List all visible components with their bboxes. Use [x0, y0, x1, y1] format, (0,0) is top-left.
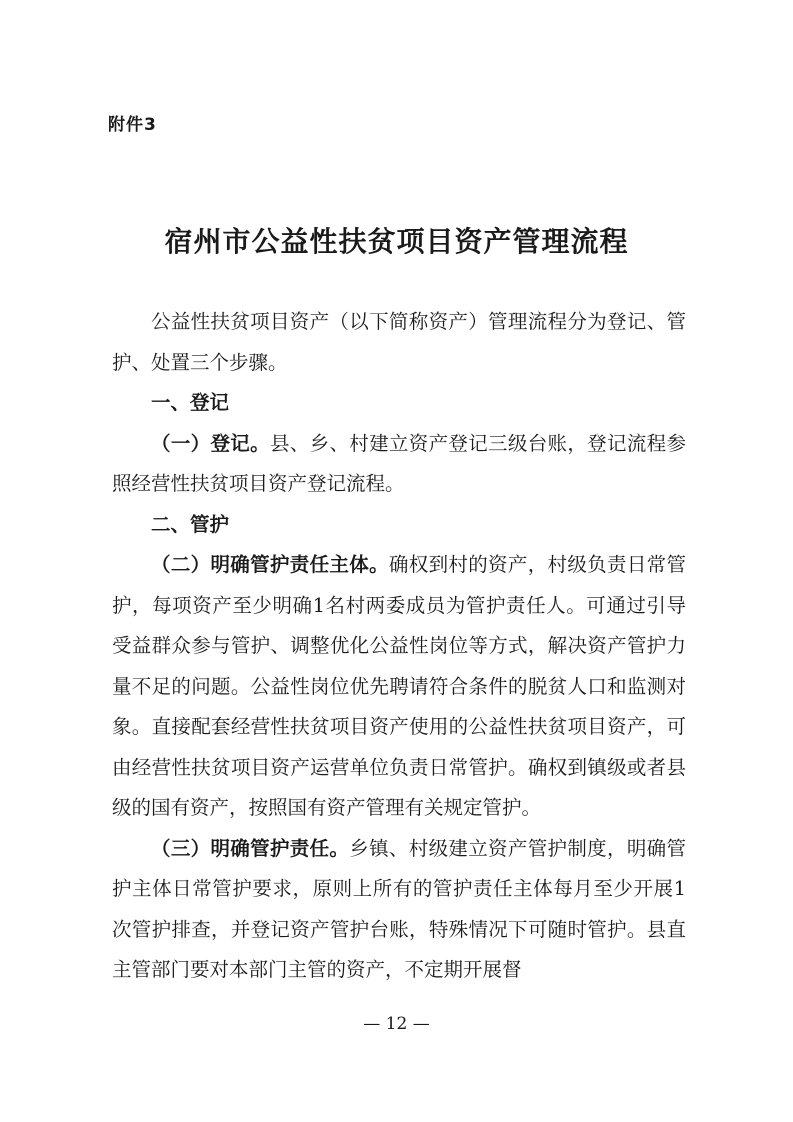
paragraph-lead: （二）明确管护责任主体。 [151, 553, 389, 576]
paragraph-text: 确权到村的资产，村级负责日常管护，每项资产至少明确1名村两委成员为管护责任人。可通过引导受益群众参与管护、调整优化公益性岗位等方式，解决资产管护力量不足的问题。公益性岗位优先聘请符合条件的脱贫人口和监测对象。直接配套经营性扶贫项目资产使用的公益性扶贫项目资产，可由经营性扶贫项目资产运营单位负责日常管护。确权到镇级或者县级的国有资产，按照国有资产管理有关规定管护。 [112, 553, 686, 819]
attachment-label: 附件3 [108, 115, 157, 135]
document-body [112, 302, 686, 991]
intro-paragraph: 公益性扶贫项目资产（以下简称资产）管理流程分为登记、管护、处置三个步骤。 [112, 310, 686, 374]
paragraph-registration [112, 424, 686, 505]
section-heading-registration: 一、登记 [151, 391, 230, 414]
page-number: — 12 — [363, 1014, 430, 1034]
paragraph-maintenance-subject [112, 545, 686, 829]
paragraph-text: 县、乡、村建立资产登记三级台账，登记流程参照经营性扶贫项目资产登记流程。 [112, 431, 686, 495]
paragraph-maintenance-responsibility [112, 829, 686, 991]
paragraph-text: 乡镇、村级建立资产管护制度，明确管护主体日常管护要求，原则上所有的管护责任主体每月至少开展1次管护排查，并登记资产管护台账，特殊情况下可随时管护。县直主管部门要对本部门主管的资产，不定期开展督 [112, 836, 686, 981]
paragraph-lead: （三）明确管护责任。 [151, 836, 350, 860]
section-heading-maintenance: 二、管护 [151, 512, 230, 536]
paragraph-lead: （一）登记。 [151, 431, 270, 455]
document-title: 宿州市公益性扶贫项目资产管理流程 [164, 225, 629, 258]
